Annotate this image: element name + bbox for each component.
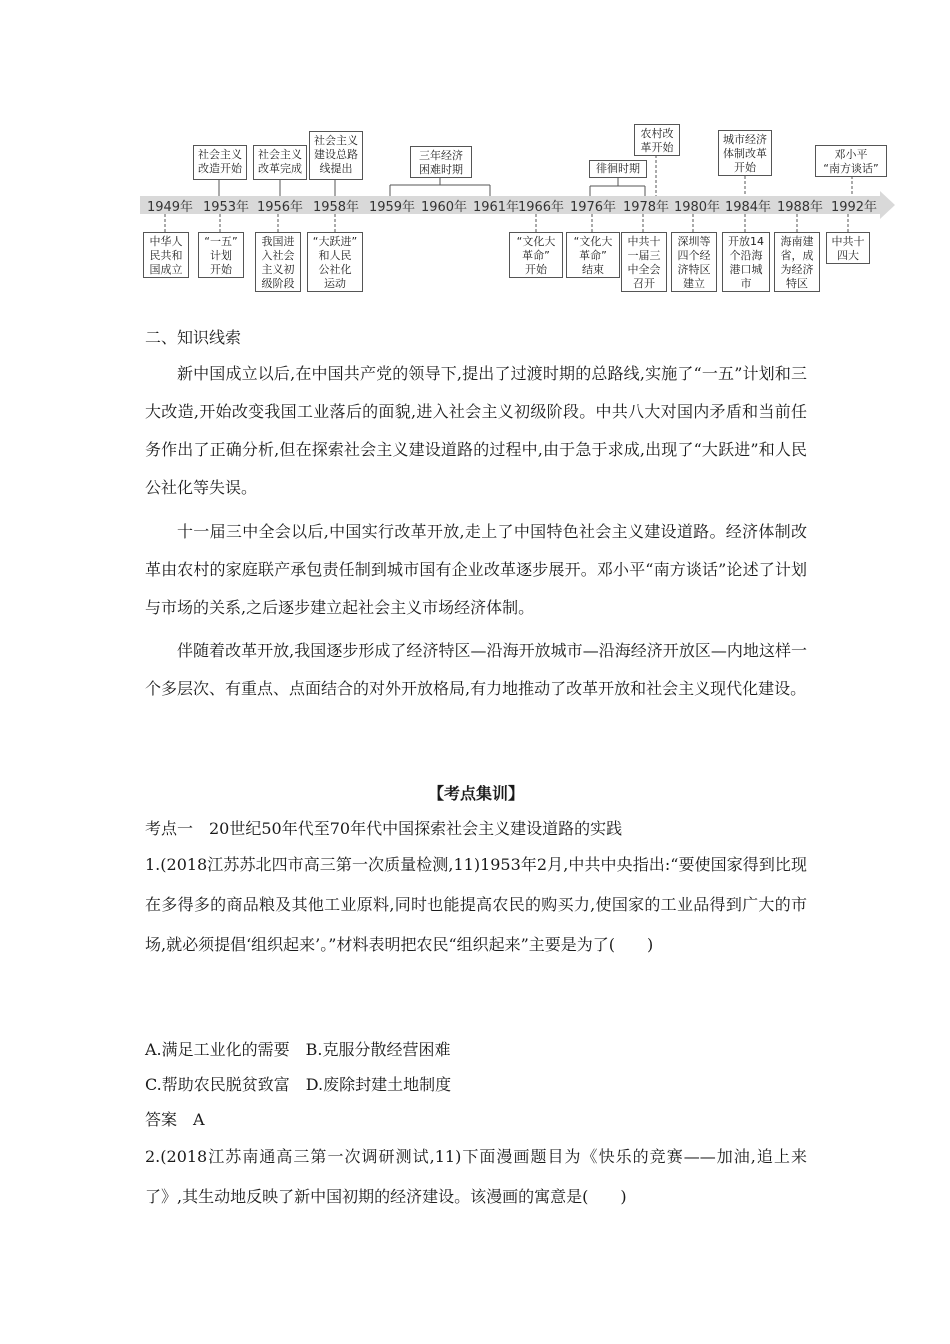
question-1-stem: 1.(2018江苏苏北四市高三第一次质量检测,11)1953年2月,中共中央指出:“要使国家得到比现在多得多的商品粮及其他工业原料,同时也能提高农民的购买力,使国家的工业品得到广大的市场,就必须提倡‘组织起来’。”材料表明把农民“组织起来”主要是为了( ) xyxy=(145,855,807,954)
paragraph: 十一届三中全会以后,中国实行改革开放,走上了中国特色社会主义建设道路。经济体制改革由农村的家庭联产承包责任制到城市国有企业改革逐步展开。邓小平“南方谈话”论述了计划与市场的关系,之后逐步建立起社会主义市场经济体制。 xyxy=(145,522,807,617)
event-cr-start: “文化大 革命” 开始 xyxy=(509,232,563,278)
question-1-options-ab: A.满足工业化的需要 B.克服分散经营困难 xyxy=(145,1040,451,1059)
exam-heading: 【考点集训】 xyxy=(427,784,524,803)
event-hainan: 海南建 省，成 为经济 特区 xyxy=(774,232,820,292)
event-three-years: 三年经济 困难时期 xyxy=(410,146,472,178)
question-2-stem: 2.(2018江苏南通高三第一次调研测试,11)下面漫画题目为《快乐的竞赛——加油,追上来了》,其生动地反映了新中国初期的经济建设。该漫画的寓意是( ) xyxy=(145,1147,807,1206)
year-label: 1984年 xyxy=(724,200,772,215)
event-hesitation: 徘徊时期 xyxy=(589,160,647,178)
event-great-leap: “大跃进” 和人民 公社化 运动 xyxy=(307,232,363,292)
year-label: 1992年 xyxy=(830,200,878,215)
event-rural-reform: 农村改 革开始 xyxy=(634,124,680,156)
event-socialist-reform-done: 社会主义 改革完成 xyxy=(253,145,307,180)
year-label: 1961年 xyxy=(472,200,520,215)
event-third-plenum: 中共十 一届三 中全会 召开 xyxy=(621,232,667,292)
event-cr-end: “文化大 革命” 结束 xyxy=(566,232,620,278)
year-label: 1976年 xyxy=(569,200,617,215)
year-label: 1958年 xyxy=(312,200,360,215)
paragraph: 伴随着改革开放,我国逐步形成了经济特区—沿海开放城市—沿海经济开放区—内地这样一个多层次、有重点、点面结合的对外开放格局,有力地推动了改革开放和社会主义现代化建设。 xyxy=(145,641,807,698)
year-label: 1949年 xyxy=(146,200,194,215)
timeline xyxy=(0,0,950,310)
year-label: 1966年 xyxy=(517,200,565,215)
question-1-options-cd: C.帮助农民脱贫致富 D.废除封建土地制度 xyxy=(145,1075,452,1094)
event-primary-stage: 我国进 入社会 主义初 级阶段 xyxy=(255,232,301,292)
topic-title: 考点一 20世纪50年代至70年代中国探索社会主义建设道路的实践 xyxy=(145,819,623,838)
event-general-line: 社会主义 建设总路 线提出 xyxy=(309,131,363,180)
year-label: 1959年 xyxy=(368,200,416,215)
year-label: 1978年 xyxy=(622,200,670,215)
year-label: 1960年 xyxy=(420,200,468,215)
paragraph: 新中国成立以后,在中国共产党的领导下,提出了过渡时期的总路线,实施了“一五”计划和三大改造,开始改变我国工业落后的面貌,进入社会主义初级阶段。中共八大对国内矛盾和当前任务作出了正确分析,但在探索社会主义建设道路的过程中,由于急于求成,出现了“大跃进”和人民公社化等失误。 xyxy=(145,364,807,497)
year-label: 1988年 xyxy=(776,200,824,215)
year-label: 1980年 xyxy=(673,200,721,215)
question-1-answer: 答案 A xyxy=(145,1110,205,1129)
event-southern-talk: 邓小平 “南方谈话” xyxy=(815,145,887,177)
event-prc-founded: 中华人 民共和 国成立 xyxy=(143,232,189,278)
event-socialist-transform: 社会主义 改造开始 xyxy=(193,145,247,180)
event-fourteenth-congress: 中共十 四大 xyxy=(826,232,870,264)
event-coastal-cities: 开放14 个沿海 港口城 市 xyxy=(722,232,770,292)
event-sez-founded: 深圳等 四个经 济特区 建立 xyxy=(671,232,717,292)
section-title: 二、知识线索 xyxy=(145,328,242,347)
event-urban-reform: 城市经济 体制改革 开始 xyxy=(718,130,772,176)
year-label: 1953年 xyxy=(202,200,250,215)
event-five-year-plan: “一五” 计划 开始 xyxy=(198,232,244,278)
year-label: 1956年 xyxy=(256,200,304,215)
